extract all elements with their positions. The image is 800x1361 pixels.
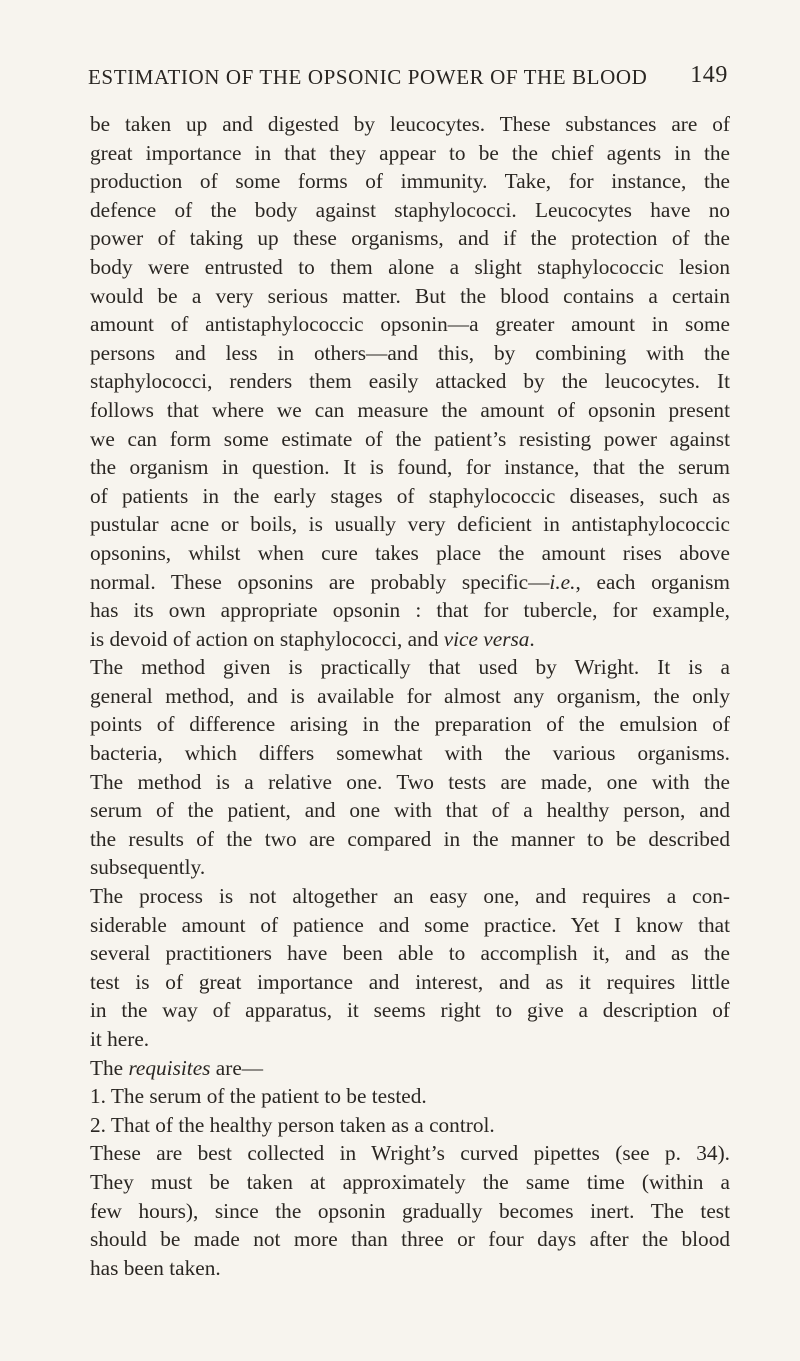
text-line: follows that where we can measure the amount of opsonin present (90, 397, 730, 422)
text-line: should be made not more than three or four days after the blood (90, 1227, 730, 1252)
text-line: the results of the two are compared in the manner to be described (90, 826, 730, 851)
italic-word: requisites (128, 1055, 211, 1080)
text-line: points of difference arising in the preparation of the emulsion of (90, 712, 730, 737)
numbered-list (90, 1082, 730, 1139)
text-line: several practitioners have been able to accomplish it, and as the (90, 941, 730, 966)
body-text (90, 110, 730, 1282)
text-line: the organism in question. It is found, for instance, that the serum (90, 455, 730, 480)
text-line: has its own appropriate opsonin : that for tubercle, for example, (90, 598, 730, 623)
text-line: test is of great importance and interest, and as it requires little (90, 969, 730, 994)
text-line: production of some forms of immunity. Take, for instance, the (90, 169, 730, 194)
text-line: it here. (90, 1027, 150, 1051)
text-line: pustular acne or boils, is usually very deficient in antistaphylococcic (90, 512, 730, 537)
text-line: siderable amount of patience and some practice. Yet I know that (90, 912, 730, 937)
list-item: 1. The serum of the patient to be tested. (90, 1084, 427, 1109)
text-fragment: . (529, 626, 535, 651)
text-line: great importance in that they appear to be the chief agents in the (90, 140, 730, 165)
text-line (90, 568, 730, 597)
text-fragment: The (90, 1055, 129, 1080)
text-line: of patients in the early stages of staphylococcic diseases, such as (90, 483, 730, 508)
text-fragment: , each organism (575, 569, 730, 594)
text-line: would be a very serious matter. But the blood contains a certain (90, 283, 730, 308)
paragraph (90, 653, 730, 882)
text-fragment: normal. These opsonins are probably specific— (90, 569, 550, 594)
text-line: power of taking up these organisms, and if the protection of the (90, 226, 730, 251)
text-line: serum of the patient, and one with that of a healthy person, and (90, 798, 730, 823)
text-line: in the way of apparatus, it seems right to give a description of (90, 998, 730, 1023)
text-line: They must be taken at approximately the same time (within a (90, 1169, 730, 1194)
text-line: These are best collected in Wright’s curved pipettes (see p. 34). (90, 1141, 730, 1166)
paragraph (90, 882, 730, 1054)
paragraph (90, 1054, 730, 1083)
text-line: persons and less in others—and this, by combining with the (90, 340, 730, 365)
text-line: general method, and is available for almost any organism, the only (90, 683, 730, 708)
text-line: amount of antistaphylococcic opsonin—a greater amount in some (90, 312, 730, 337)
page-number: 149 (690, 62, 728, 88)
text-line: bacteria, which differs somewhat with the various organisms. (90, 741, 730, 766)
text-line: body were entrusted to them alone a slight staphylococcic lesion (90, 254, 730, 279)
text-line (90, 625, 730, 654)
paragraph (90, 1139, 730, 1282)
text-fragment: are— (210, 1055, 264, 1080)
text-line: be taken up and digested by leucocytes. These substances are of (90, 112, 730, 136)
text-line: opsonins, whilst when cure takes place the amount rises above (90, 540, 730, 565)
italic-abbreviation: i.e. (549, 569, 576, 594)
running-head (88, 62, 728, 96)
italic-phrase: vice versa (443, 626, 530, 651)
list-item: 2. That of the healthy person taken as a control. (90, 1112, 495, 1137)
text-line: staphylococci, renders them easily attacked by the leucocytes. It (90, 369, 730, 394)
text-line: The method is a relative one. Two tests are made, one with the (90, 769, 730, 794)
text-line: The process is not altogether an easy one, and requires a con- (90, 884, 730, 909)
text-line: The method given is practically that used by Wright. It is a (90, 655, 730, 680)
running-title: ESTIMATION OF THE OPSONIC POWER OF THE BLOOD (88, 65, 648, 89)
text-fragment: is devoid of action on staphylococci, and (90, 626, 444, 651)
text-line: we can form some estimate of the patient’s resisting power against (90, 426, 730, 451)
text-line: subsequently. (90, 855, 206, 880)
paragraph (90, 110, 730, 653)
text-line (90, 1054, 730, 1083)
text-line: defence of the body against staphylococci. Leucocytes have no (90, 197, 730, 222)
text-line: has been taken. (90, 1255, 221, 1280)
text-line: few hours), since the opsonin gradually becomes inert. The test (90, 1198, 730, 1223)
